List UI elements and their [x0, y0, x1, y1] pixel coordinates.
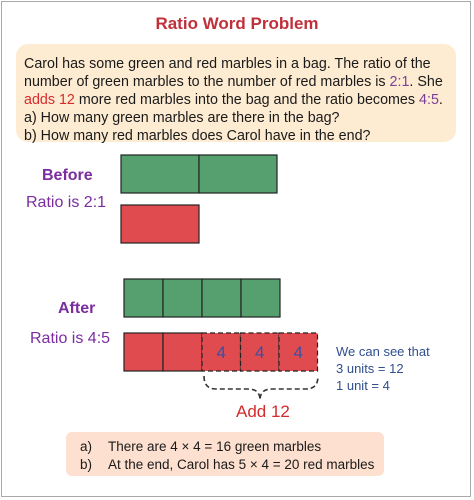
before-heading: Before	[42, 167, 93, 184]
after-red-unit-1	[124, 333, 163, 371]
note-line-1: We can see that	[336, 344, 430, 359]
before-green-bars	[121, 155, 277, 193]
after-green-unit-3	[202, 279, 241, 317]
adds-highlight: adds 12	[24, 92, 75, 108]
add-12-label: Add 12	[236, 402, 290, 421]
add-brace	[204, 376, 318, 400]
after-heading: After	[58, 300, 96, 317]
after-green-unit-1	[124, 279, 163, 317]
units-note	[336, 343, 430, 394]
answer-a	[80, 439, 321, 454]
answer-a-letter: a)	[80, 439, 93, 454]
problem-sentence-2: . She	[409, 74, 443, 90]
note-line-2: 3 units = 12	[336, 361, 404, 376]
problem-sentence-3: more red marbles into the bag and the ratio becomes	[74, 92, 420, 108]
before-green-unit-2	[199, 155, 277, 193]
before-ratio-label: Ratio is 2:1	[26, 194, 107, 211]
problem-sentence-1: Carol has some green and red marbles in a bag. The ratio of the number of green marbles to the number of red marbles is	[24, 56, 431, 90]
after-green-unit-2	[163, 279, 202, 317]
after-added-unit-label-2: 4	[255, 343, 265, 362]
before-red-unit-1	[121, 205, 199, 243]
after-added-red-bars	[202, 333, 318, 371]
ratio-after-highlight: 4:5	[419, 92, 439, 108]
after-red-bars	[124, 333, 202, 371]
after-added-unit-label-1: 4	[216, 343, 226, 362]
ratio-before-highlight: 2:1	[389, 74, 410, 90]
question-b: b) How many red marbles does Carol have in the end?	[24, 128, 371, 144]
question-a: a) How many green marbles are there in the bag?	[24, 110, 340, 126]
answer-b-text: At the end, Carol has 5 × 4 = 20 red marbles	[108, 457, 375, 472]
answer-b	[80, 457, 374, 472]
answer-a-text: There are 4 × 4 = 16 green marbles	[108, 439, 322, 454]
page-title: Ratio Word Problem	[155, 14, 319, 33]
note-line-3: 1 unit = 4	[336, 378, 390, 393]
before-red-bars	[121, 205, 199, 243]
answer-b-letter: b)	[80, 457, 93, 472]
after-red-unit-2	[163, 333, 202, 371]
before-green-unit-1	[121, 155, 199, 193]
after-added-unit-label-3: 4	[293, 343, 303, 362]
after-ratio-label: Ratio is 4:5	[30, 330, 111, 347]
after-green-bars	[124, 279, 280, 317]
problem-sentence-4: .	[438, 92, 443, 108]
after-green-unit-4	[241, 279, 280, 317]
